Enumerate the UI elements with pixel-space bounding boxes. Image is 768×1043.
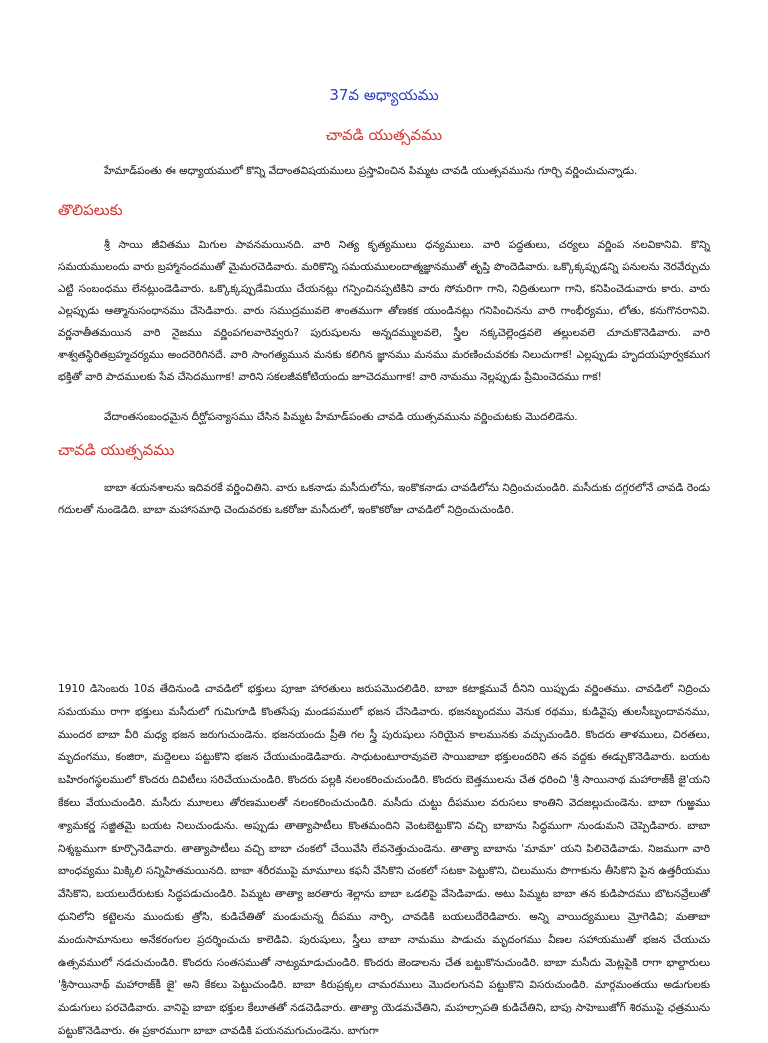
procession-paragraph: 1910 డిసెంబరు 10వ తేదినుండి చావడిలో భక్తులు పూజా హారతులు జరుపమొదలిడిరి. బాబా కటాక్షమువే దీనిని యిప్పుడు వర్ణింతము. చావడిలో నిద్రించు సమయము రాగా భక్తులు మసీదులో గుమిగూడి కొంతసేపు మండపములో భజన చేసెడివారు. భజనబృందము వెనుక రథము, కుడివైపు తులసీబృందావనము, ముందర బాబా వీరి మధ్య భజన జరుగుచుండెను. భజనయందు ప్రీతి గల స్త్రీ పురుషులు సరియైన కాలమునకు వచ్చుచుండిరి. కొందరు తాళములు, చిరతలు, మృదంగము, కంజిరా, మద్దెలలు పట్టుకొని భజన చేయుచుండెడివారు. సాధుటంటూరావువలె సాయిబాబా భక్తులందరిని తన వద్దకు ఈడ్చుకొనెడివారు. బయట బహిరంగస్థలములో కొందరు దివిటీలు సరిచేయుచుండిరి. కొందరు పల్లకి నలంకరించుచుండిరి. కొందరు బెత్తములను చేత ధరించి 'శ్రీ సాయినాథ మహారాజ్‌కీ జై'యని కేకలు వేయుచుండిరి. మసీదు మూలలు తోరణములతో నలంకరించుచుండిరి. మసీదు చుట్టు దీపముల వరుసలు కాంతిని వెదజల్లుచుండెను. బాబా గుఱ్ఱము శ్యామకర్ణ సజ్జితమై బయట నిలుచుండును. అప్పుడు తాత్యాపాటీలు కొంతమందిని వెంటబెట్టుకొని వచ్చి బాబాను సిద్ధముగా నుండుమని చెప్పెడివారు. బాబా నిశ్శబ్దముగా కూర్చొనెడివారు. తాత్యాపాటీలు వచ్చి బాబా చంకలో చేయివేసి లేవనెత్తుచుండెను. తాత్యా బాబాను 'మామా' యని పిలిచెడివాడు. నిజముగా వారి బాంధవ్యము మిక్కిలి సన్నిహితమయినది. బాబా శరీరముపై మామూలు కఫనీ వేసికొని చంకలో సటకా పెట్టుకొని, చిలుమును పొగాకును తీసికొని పైన ఉత్తరీయము వేసికొని, బయలుదేరుటకు సిద్ధపడుచుండిరి. పిమ్మట తాత్యా జరతారు శెల్లాను బాబా ఒడలిపై వేసెడివాడు. అటు పిమ్మట బాబా తన కుడిపాదము బొటనవ్రేలుతో ధునిలోని కట్టెలను ముందుకు త్రోసి, కుడిచేతితో మండుచున్న దీపము నార్పి, చావడికి బయలుదేరెడివారు. అన్ని వాయిద్యములు మ్రోగెడివి; మతాబా మందుసామానులు అనేకరంగుల ప్రదర్శించుచు కాలెడివి. పురుషులు, స్త్రీలు బాబా నామము పాడుచు మృదంగము వీణల సహాయముతో భజన చేయుచు ఉత్సవములో నడచుచుండిరి. కొందరు సంతసముతో నాట్యమాడుచుండిరి. కొందరు జెండాలను చేత బట్టుకొనుచుండిరి. బాబా మసీదు మెట్లపైకి రాగా భాల్దారులు 'శ్రీసాయినాథ్ మహారాజ్‌కీ జై' అని కేకలు పెట్టుచుండిరి. బాబా కిరుప్రక్కల చామరములు మొదలగునవి పట్టుకొని విసరుచుండిరి. మార్గమంతయు అడుగులకు మడుగులు పరచెడివారు. వానిపై బాబా భక్తుల కేలూతతో నడచెడివారు. తాత్యా యెడమచేతిని, మహల్సాపతి కుడిచేతిని, బాపు సాహెబుజోగ్ శిరముపై ఛత్రమును పట్టుకొనెడివారు. ఈ ప్రకారముగా బాబా చావడికి పయనమగుచుండెను. బాగుగా [58,683,710,1037]
prologue-paragraph: శ్రీ సాయి జీవితము మిగుల పావనమయినది. వారి నిత్య కృత్యములు ధన్యములు. వారి పద్ధతులు, చర్యలు వర్ణింప నలవికానివి. కొన్ని సమయములందు వారు బ్రహ్మానందముతో మైమరచెడివారు. మరికొన్ని సమయములందాత్మజ్ఞానముతో తృప్తి పొందెడివారు. ఒక్కొక్కప్పుడన్ని పనులను నెరవేర్చుచు ఎట్టి సంబంధము లేనట్లుండెడివారు. ఒక్కొక్కప్పుడేమియు చేయనట్లు గన్పించినప్పటికిని వారు సోమరిగా గాని, నిద్రితులుగా గాని, కనిపించెడువారు కారు. వారు ఎల్లప్పుడు ఆత్మానుసంధానము చేసెడివారు. వారు సముద్రమువలె శాంతముగా తోణకక యుండినట్లు గనిపించినను వారి గాంభీర్యము, లోతు, కనుగొనరానివి. వర్ణనాతీతమయిన వారి నైజము వర్ణింపగలవారెవ్వరు? పురుషులను అన్నదమ్ములవలె, స్త్రీల నక్కచెల్లెండ్రవలె తల్లులవలె చూచుకొనెడివారు. వారి శాశ్వతస్థిరితబ్రహ్మచర్యము అందరెరిగినదే. వారి సాంగత్యమున మనకు కలిగిన జ్ఞానము మనము మరణించువరకు నిలుచుగాక! ఎల్లప్పుడు హృదయపూర్వకముగ భక్తితో వారి పాదములకు సేవ చేసెదముగాక! వారిని సకలజీవకోటియందు జూచెదముగాక! వారి నామము నెల్లప్పుడు ప్రేమించెదము గాక! [58,239,710,383]
chapter-title: 37వ అధ్యాయము [329,86,439,104]
chavadi-paragraph: బాబా శయనశాలను ఇదివరకే వర్ణించితిని. వారు ఒకనాడు మసీదులోను, ఇంకొకనాడు చావడిలోను నిద్రించుచుండిరి. మసీదుకు దగ్గరలోనే చావడి రెండు గదులతో నుండెడిది. బాబా మహాసమాధి చెందువరకు ఒకరోజు మసీదులో, ఇంకొకరోజు చావడిలో నిద్రించుచుండిరి. [58,482,710,517]
section-heading-chavadi: చావడి యుత్సవము [58,441,175,459]
intro-paragraph: హేమాడ్‌పంతు ఈ అధ్యాయములో కొన్ని వేదాంతవిషయములు ప్రస్తావించిన పిమ్మట చావడి యుత్సవమును గూర్చి వర్ణించుచున్నాడు. [104,165,638,177]
chapter-subtitle: చావడి యుత్సవము [325,126,443,144]
prologue-closing-paragraph: వేదాంతసంబంధమైన దీర్ఘోపన్యాసము చేసిన పిమ్మట హేమాడ్‌పంతు చావడి యుత్సవమును వర్ణించుటకు మొదలిడెను. [104,411,578,423]
section-heading-prologue: తొలిపలుకు [58,201,123,219]
